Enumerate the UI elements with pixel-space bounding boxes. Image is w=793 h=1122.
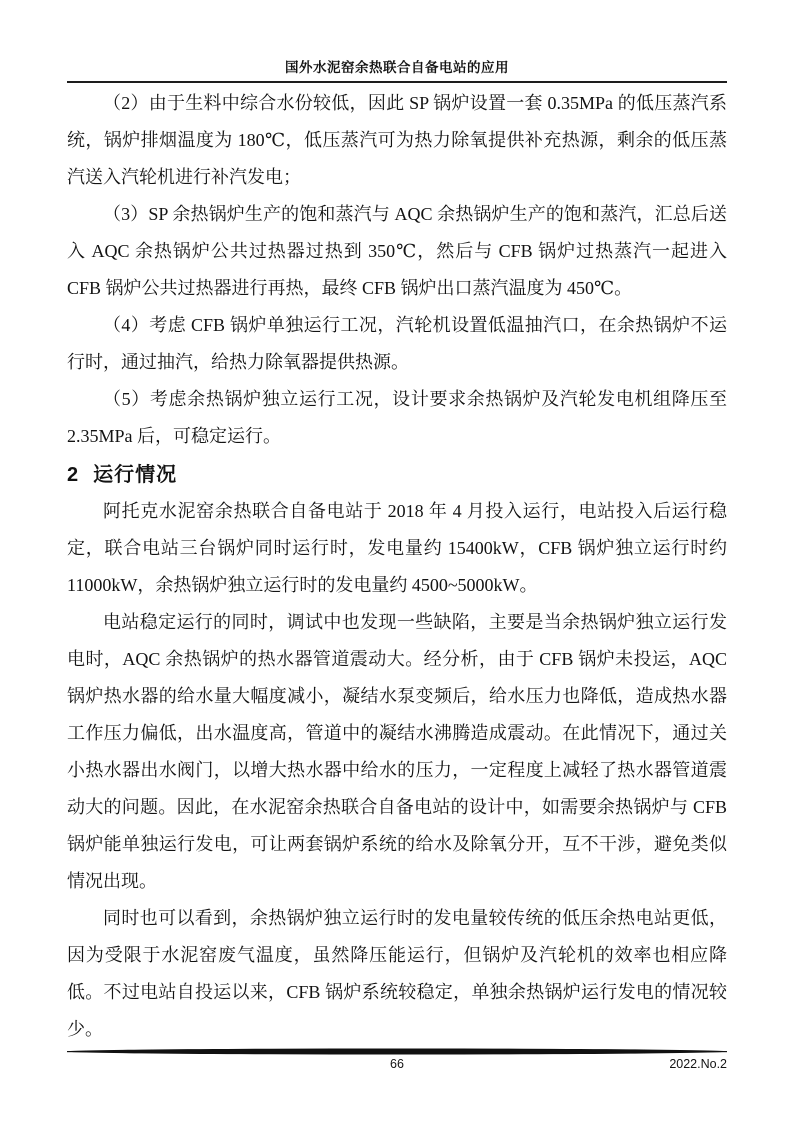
running-head-title: 国外水泥窑余热联合自备电站的应用: [285, 60, 509, 75]
article-body: [67, 85, 727, 1048]
running-head: [67, 59, 727, 77]
paragraph-item-3: （3）SP 余热锅炉生产的饱和蒸汽与 AQC 余热锅炉生产的饱和蒸汽，汇总后送入 AQC 余热锅炉公共过热器过热到 350℃，然后与 CFB 锅炉过热蒸汽一起进入 CFB 锅炉公共过热器进行再热，最终 CFB 锅炉出口蒸汽温度为 450℃。: [67, 204, 727, 298]
paragraph-item-4: （4）考虑 CFB 锅炉单独运行工况，汽轮机设置低温抽汽口，在余热锅炉不运行时，通过抽汽，给热力除氧器提供热源。: [67, 315, 727, 372]
paragraph-item-2: （2）由于生料中综合水份较低，因此 SP 锅炉设置一套 0.35MPa 的低压蒸汽系统，锅炉排烟温度为 180℃，低压蒸汽可为热力除氧提供补充热源，剩余的低压蒸汽送入汽轮机进行补汽发电；: [67, 93, 727, 187]
section-title: 运行情况: [93, 464, 178, 486]
page-number: 66: [390, 1057, 404, 1071]
section-number: 2: [67, 464, 79, 486]
paragraph-operation-3: 同时也可以看到，余热锅炉独立运行时的发电量较传统的低压余热电站更低，因为受限于水泥窑废气温度，虽然降压能运行，但锅炉及汽轮机的效率也相应降低。不过电站自投运以来，CFB 锅炉系统较稳定，单独余热锅炉运行发电的情况较少。: [67, 908, 727, 1039]
paragraph-operation-1: 阿托克水泥窑余热联合自备电站于 2018 年 4 月投入运行，电站投入后运行稳定，联合电站三台锅炉同时运行时，发电量约 15400kW，CFB 锅炉独立运行时约 11000kW，余热锅炉独立运行时的发电量约 4500~5000kW。: [67, 501, 727, 595]
header-rule: [67, 81, 727, 83]
paragraph-operation-2: 电站稳定运行的同时，调试中也发现一些缺陷，主要是当余热锅炉独立运行发电时，AQC 余热锅炉的热水器管道震动大。经分析，由于 CFB 锅炉未投运，AQC 锅炉热水器的给水量大幅度减小，凝结水泵变频后，给水压力也降低，造成热水器工作压力偏低，出水温度高，管道中的凝结水沸腾造成震动。在此情况下，通过关小热水器出水阀门，以增大热水器中给水的压力，一定程度上减轻了热水器管道震动大的问题。因此，在水泥窑余热联合自备电站的设计中，如需要余热锅炉与 CFB 锅炉能单独运行发电，可让两套锅炉系统的给水及除氧分开，互不干涉，避免类似情况出现。: [67, 612, 727, 891]
footer-rule: [67, 1048, 727, 1055]
paragraph-item-5: （5）考虑余热锅炉独立运行工况，设计要求余热锅炉及汽轮发电机组降压至 2.35MPa 后，可稳定运行。: [67, 389, 727, 446]
issue-label: 2022.No.2: [669, 1057, 727, 1071]
page-footer: [67, 1055, 727, 1073]
section-heading: [67, 460, 727, 490]
